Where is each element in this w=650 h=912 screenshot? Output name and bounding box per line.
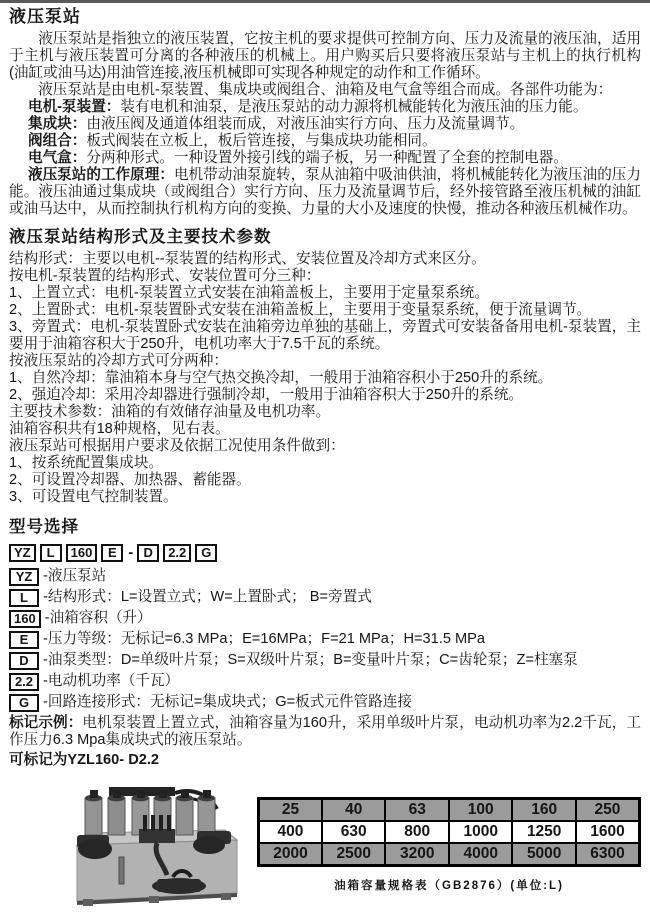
example-paragraph — [9, 715, 641, 749]
structure-line: 2、强迫冷却：采用冷却器进行强制冷却，一般用于油箱容积大于250升的系统。 — [9, 387, 524, 403]
model-code-box-22: 2.2 — [163, 544, 191, 562]
page-title: 液压泵站 — [9, 7, 81, 26]
model-code-row — [9, 543, 641, 563]
structure-line: 按液压泵站的冷却方式可分两种： — [9, 353, 228, 369]
table-cell: 100 — [449, 799, 512, 822]
definition-code-box: 2.2 — [9, 673, 39, 691]
table-cell: 25 — [259, 799, 322, 822]
table-cell: 400 — [259, 821, 322, 843]
principle-text: 电机带动油泵旋转，泵从油箱中吸油供油，将机械能转化为液压油的压力能。液压油通过集成块（或阀组合）实行方向、压力及流量调节后，经外接管路至液压机械的油缸或油马达中，从而控制执行机构方向的变换、力量的大小及速度的快慢，推动各种液压机械作功。 — [9, 167, 641, 217]
model-code-box-g: G — [195, 544, 217, 562]
structure-line: 1、自然冷却：靠油箱本身与空气热交换冷却，一般用于油箱容积小于250升的系统。 — [9, 370, 553, 386]
part-text: 分两种形式。一种设置外接引线的端子板，另一种配置了全套的控制电器。 — [86, 150, 568, 166]
definition-row — [9, 568, 641, 586]
table-cell: 2500 — [322, 843, 385, 866]
definition-row — [9, 652, 641, 670]
table-cell: 250 — [576, 799, 640, 822]
definition-code-box: G — [9, 694, 39, 712]
part-label: 阀组合： — [27, 133, 87, 149]
part-text: 由液压阀及通道体组装而成，对液压油实行方向、压力及流量调节。 — [86, 116, 525, 132]
table-cell: 5000 — [512, 843, 575, 866]
table-cell: 1600 — [576, 821, 640, 843]
definition-row — [9, 673, 641, 691]
definition-text: -电动机功率（千瓦） — [43, 673, 180, 689]
example-text: 电机泵装置上置立式，油箱容量为160升，采用单级叶片泵，电动机功率为2.2千瓦，工作压力6.3 Mpa集成块式的液压泵站。 — [9, 715, 641, 748]
structure-line: 油箱容积共有18种规格，见右表。 — [9, 421, 230, 437]
principle-label: 液压泵站的工作原理： — [27, 167, 174, 183]
table-cell: 160 — [512, 799, 575, 822]
section-model-title: 型号选择 — [9, 518, 79, 536]
part-valve-combo — [9, 133, 641, 150]
structure-line: 3、可设置电气控制装置。 — [9, 489, 178, 505]
tank-capacity-table-block — [257, 797, 641, 895]
pump-station-photo-graphic — [57, 785, 253, 907]
definition-row — [9, 694, 641, 712]
example-label: 标记示例： — [9, 715, 83, 731]
part-manifold — [9, 116, 641, 133]
definition-text: -结构形式：L=设置立式；W=上置卧式； B=旁置式 — [43, 589, 372, 605]
table-cell: 4000 — [449, 843, 512, 866]
model-code-separator: - — [128, 544, 134, 561]
definition-text: -压力等级：无标记=6.3 MPa；E=16MPa；F=21 MPa；H=31.5 MPa — [43, 631, 486, 647]
part-label: 集成块： — [27, 116, 87, 132]
part-label: 电气盒： — [27, 150, 87, 166]
definition-text: -液压泵站 — [43, 568, 107, 584]
model-code-box-e: E — [101, 544, 123, 562]
model-code-box-d: D — [137, 544, 159, 562]
model-code-box-160: 160 — [66, 544, 98, 562]
table-row — [259, 821, 640, 843]
table-row — [259, 799, 640, 822]
section-structure-title: 液压泵站结构形式及主要技术参数 — [9, 228, 272, 246]
example-mark: 可标记为YZL160- D2.2 — [9, 752, 160, 768]
tank-capacity-table — [257, 797, 641, 867]
intro-paragraph: 液压泵站是指独立的液压装置，它按主机的要求提供可控制方向、压力及流量的液压油，适用于主机与液压装置可分离的各种液压的机械上。用户购买后只要将液压泵站与主机上的执行机构(油缸或油马达)用油管连接,液压机械即可实现各种规定的动作和工作循环。 — [9, 31, 641, 81]
table-cell: 2000 — [259, 843, 322, 866]
table-cell: 3200 — [385, 843, 448, 866]
part-text: 板式阀装在立板上，板后管连接，与集成块功能相同。 — [86, 133, 437, 149]
table-cell: 40 — [322, 799, 385, 822]
table-row — [259, 843, 640, 866]
definition-row — [9, 589, 641, 607]
bottom-region — [9, 785, 641, 912]
structure-line: 主要技术参数：油箱的有效储存油量及电机功率。 — [9, 404, 331, 420]
definition-row — [9, 610, 641, 628]
definition-code-box: E — [9, 631, 39, 649]
structure-line: 1、按系统配置集成块。 — [9, 455, 164, 471]
definition-code-box: L — [9, 589, 39, 607]
part-electric-box — [9, 150, 641, 167]
structure-line: 2、上置卧式：电机-泵装置卧式安装在油箱盖板上，主要用于变量泵系统，便于流量调节。 — [9, 302, 592, 318]
table-cell: 63 — [385, 799, 448, 822]
structure-line: 3、旁置式：电机-泵装置卧式安装在油箱旁边单独的基础上，旁置式可安装备备用电机-泵装置，主要用于油箱容积大于250升，电机功率大于7.5千瓦的系统。 — [9, 319, 641, 352]
structure-line: 结构形式：主要以电机--泵装置的结构形式、安装位置及冷却方式来区分。 — [9, 251, 486, 267]
table-cell: 6300 — [576, 843, 640, 866]
pump-station-photo — [57, 785, 253, 912]
structure-line: 1、上置立式：电机-泵装置立式安装在油箱盖板上，主要用于定量泵系统。 — [9, 285, 489, 301]
definition-text: -油泵类型：D=单级叶片泵；S=双级叶片泵；B=变量叶片泵；C=齿轮泵；Z=柱塞泵 — [43, 652, 578, 668]
table-cell: 800 — [385, 821, 448, 843]
definition-code-box: D — [9, 652, 39, 670]
part-label: 电机-泵装置： — [27, 99, 121, 115]
model-code-box-yz: YZ — [9, 544, 36, 562]
definition-text: -油箱容积（升） — [44, 610, 152, 626]
definition-row — [9, 631, 641, 649]
definition-code-box: 160 — [9, 610, 41, 628]
table-cell: 630 — [322, 821, 385, 843]
definition-text: -回路连接形式：无标记=集成块式；G=板式元件管路连接 — [43, 694, 412, 710]
definition-code-box: YZ — [9, 568, 39, 586]
table-caption: 油箱容量规格表（GB2876）(单位:L) — [334, 880, 564, 892]
structure-line: 2、可设置冷却器、加热器、蓄能器。 — [9, 472, 251, 488]
table-cell: 1000 — [449, 821, 512, 843]
working-principle-paragraph — [9, 167, 641, 218]
model-code-box-l: L — [40, 544, 62, 562]
part-text: 装有电机和油泵，是液压泵站的动力源将机械能转化为液压油的压力能。 — [120, 99, 588, 115]
composition-paragraph: 液压泵站是由电机-泵装置、集成块或阀组合、油箱及电气盒等组合而成。各部件功能为： — [38, 82, 613, 98]
structure-line: 按电机-泵装置的结构形式、安装位置可分三种： — [9, 268, 321, 284]
structure-line: 液压泵站可根据用户要求及依据工况使用条件做到： — [9, 438, 345, 454]
table-cell: 1250 — [512, 821, 575, 843]
part-motor-pump — [9, 99, 641, 116]
